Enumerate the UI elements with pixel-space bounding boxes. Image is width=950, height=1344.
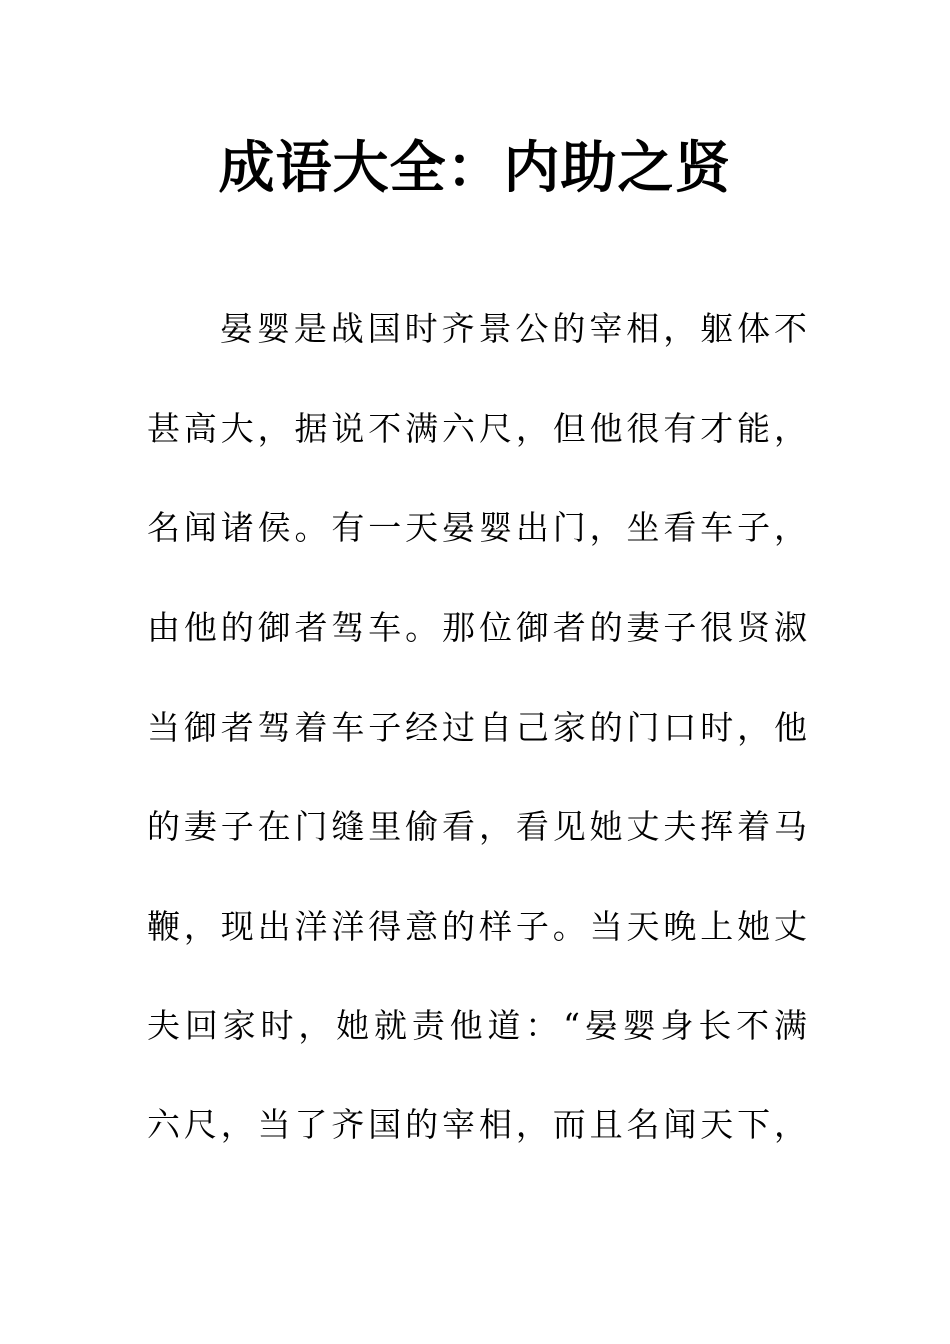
paragraph-line-4: 由他的御者驾车。那位御者的妻子很贤淑 [147,608,807,647]
paragraph-line-8: 夫回家时，她就责他道：“晏婴身长不满 [147,1006,807,1045]
paragraph-line-6: 的妻子在门缝里偷看，看见她丈夫挥着马 [147,807,807,846]
paragraph-line-1: 晏婴是战国时齐景公的宰相，躯体不 [220,309,807,348]
paragraph-line-5: 当御者驾着车子经过自己家的门口时，他 [147,708,807,747]
paragraph-line-7: 鞭，现出洋洋得意的样子。当天晚上她丈 [147,907,807,946]
paragraph-line-9: 六尺，当了齐国的宰相，而且名闻天下， [147,1105,807,1144]
paragraph-line-2: 甚高大，据说不满六尺，但他很有才能， [147,409,807,448]
paragraph-line-3: 名闻诸侯。有一天晏婴出门，坐看车子， [147,508,807,547]
document-title: 成语大全：内助之贤 [218,135,732,201]
